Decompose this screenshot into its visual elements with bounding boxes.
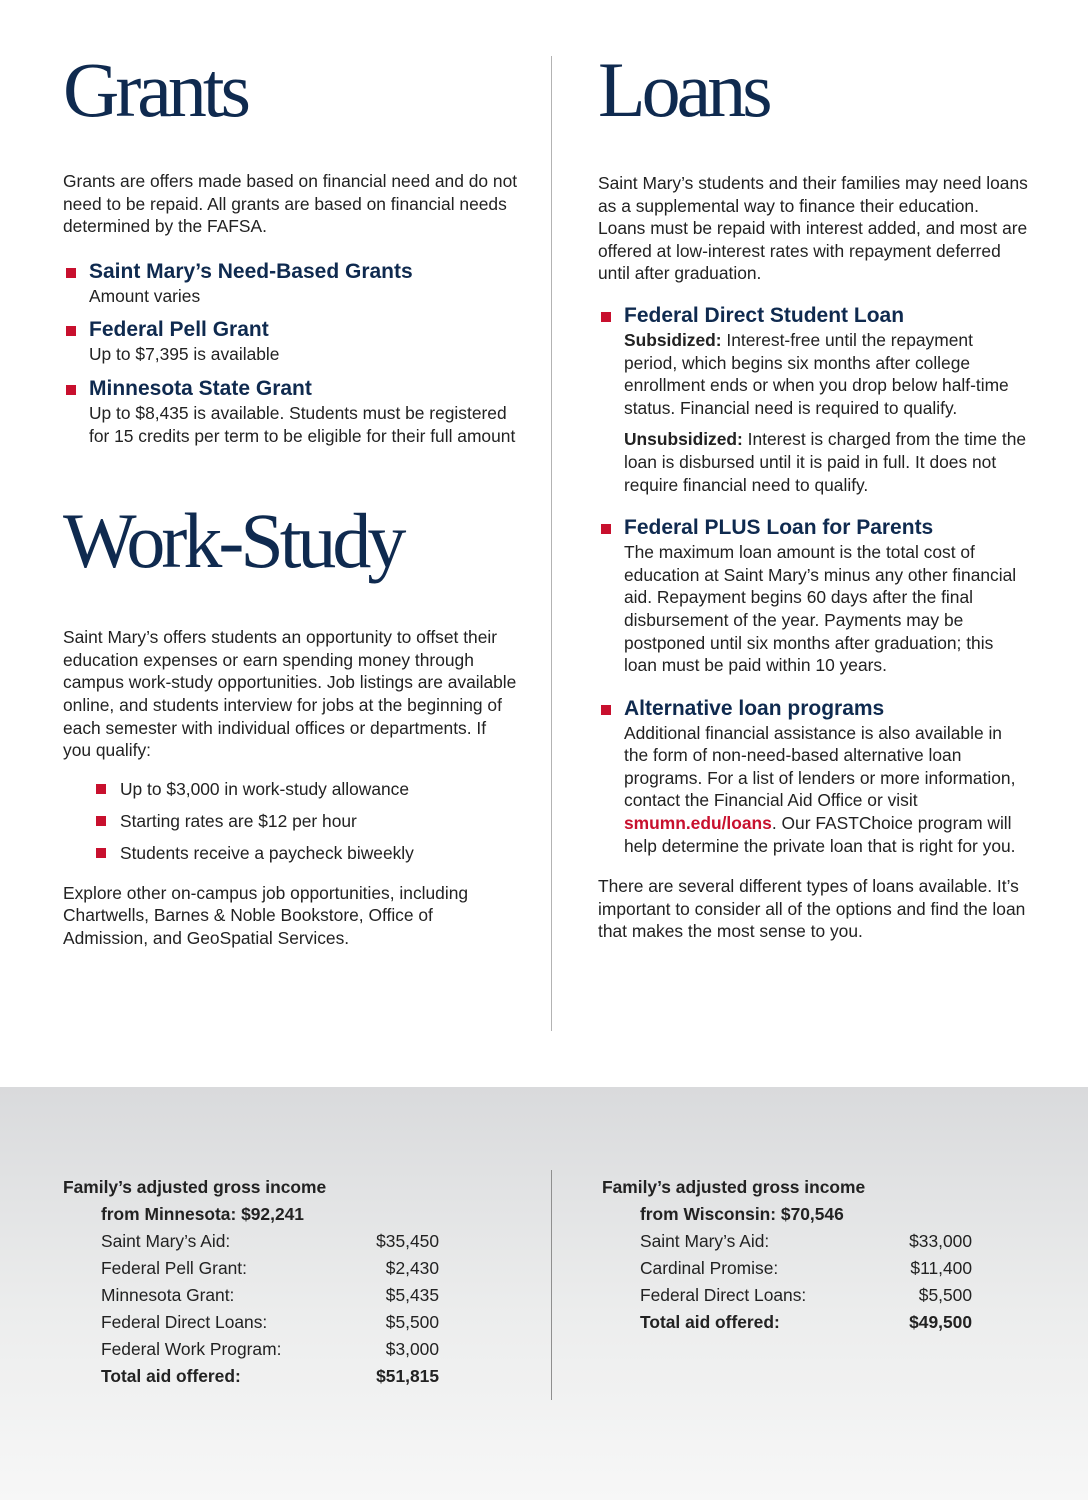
red-square-bullet-icon [96, 816, 106, 826]
table-row: Cardinal Promise: $11,400 [640, 1258, 972, 1278]
red-square-bullet-icon [96, 784, 106, 794]
example-minnesota [63, 1174, 439, 1390]
grants-intro: Grants are offers made based on financial need and do not need to be repaid. All grants are based on financial needs determined by the FAFSA. [63, 171, 518, 237]
example-heading: Family’s adjusted gross income [63, 1177, 327, 1197]
example-subheading: from Minnesota: $92,241 [101, 1204, 304, 1224]
loans-outro: There are several different types of loans available. It’s important to consider all of the options and find the loan that makes the most sense to you. [598, 876, 1026, 942]
grant-item-title: Federal Pell Grant [89, 318, 269, 342]
workstudy-outro: Explore other on-campus job opportunities, including Chartwells, Barnes & Noble Bookstore, Office of Admission, and GeoSpatial Services. [63, 882, 469, 948]
loans-intro: Saint Mary’s students and their families may need loans as a supplemental way to finance their education. Loans must be repaid with interest added, and most are offered at low-interest rates with repayment deferred until after graduation. [598, 173, 1028, 284]
list-item: Starting rates are $12 per hour [63, 810, 518, 842]
grant-item-desc: Amount varies [89, 285, 201, 306]
workstudy-title: Work-Study [63, 497, 403, 585]
red-square-bullet-icon [601, 312, 611, 322]
left-column [63, 48, 518, 950]
red-square-bullet-icon [96, 848, 106, 858]
loan-item-desc: Additional financial assistance is also available in the form of non-need-based alternative loan programs. For a list of lenders or more information, contact the Financial Aid Office or visit smumn.edu/loans. Our FASTChoice program will help determine the private loan that is right for you. [624, 722, 1016, 856]
red-square-bullet-icon [601, 524, 611, 534]
grant-item-minnesota [63, 376, 518, 447]
red-square-bullet-icon [66, 326, 76, 336]
grant-item-need-based [63, 259, 518, 308]
example-subheading: from Wisconsin: $70,546 [640, 1204, 844, 1224]
right-column [598, 48, 1030, 943]
total-row: Total aid offered: $49,500 [640, 1312, 972, 1332]
list-item: Students receive a paycheck biweekly [63, 842, 518, 874]
total-row: Total aid offered: $51,815 [101, 1366, 439, 1386]
table-row: Federal Direct Loans: $5,500 [101, 1312, 439, 1332]
table-row: Saint Mary’s Aid: $35,450 [101, 1231, 439, 1251]
loan-item-desc: The maximum loan amount is the total cost of education at Saint Mary’s minus any other financial aid. Repayment begins 60 days after the final disbursement of the year. Payments may be postponed until six months after graduation; this loan must be paid within 10 years. [624, 542, 1017, 676]
grant-item-desc: Up to $7,395 is available [89, 344, 280, 365]
table-row: Minnesota Grant: $5,435 [101, 1285, 439, 1305]
loan-item-plus [598, 515, 1030, 677]
loans-title: Loans [598, 46, 769, 133]
grant-item-title: Saint Mary’s Need-Based Grants [89, 259, 413, 283]
loan-item-title: Federal Direct Student Loan [624, 303, 905, 327]
column-divider [551, 56, 552, 1031]
table-row: Federal Work Program: $3,000 [101, 1339, 439, 1359]
loan-unsubsidized-desc: Unsubsidized: Interest is charged from the time the loan is disbursed until it is paid in full. It does not require financial need to qualify. [624, 429, 1027, 495]
list-item: Up to $3,000 in work-study allowance [63, 778, 518, 810]
loan-item-title: Federal PLUS Loan for Parents [624, 516, 934, 540]
red-square-bullet-icon [66, 385, 76, 395]
table-row: Federal Direct Loans: $5,500 [640, 1285, 972, 1305]
loan-item-direct [598, 303, 1030, 496]
grants-title: Grants [63, 46, 247, 133]
grant-item-pell [63, 317, 518, 366]
example-wisconsin [602, 1174, 972, 1336]
loan-item-alternative [598, 696, 1030, 858]
table-row: Federal Pell Grant: $2,430 [101, 1258, 439, 1278]
grant-item-desc: Up to $8,435 is available. Students must be registered for 15 credits per term to be eligible for their full amount [89, 402, 516, 446]
loan-item-title: Alternative loan programs [624, 696, 885, 720]
workstudy-bullets [63, 778, 518, 874]
workstudy-intro: Saint Mary’s offers students an opportunity to offset their education expenses or earn spending money through campus work-study opportunities. Job listings are available online, and students interview for jobs at the beginning of each semester with individual offices or departments. If you qualify: [63, 627, 517, 761]
grant-item-title: Minnesota State Grant [89, 376, 312, 400]
loan-subsidized-desc: Subsidized: Interest-free until the repayment period, which begins six months after college enrollment ends or when you drop below half-time status. Financial need is required to qualify. [624, 329, 1009, 418]
red-square-bullet-icon [66, 268, 76, 278]
example-divider [551, 1170, 552, 1400]
example-heading: Family’s adjusted gross income [602, 1177, 866, 1197]
loans-link[interactable]: smumn.edu/loans [624, 813, 772, 834]
red-square-bullet-icon [601, 705, 611, 715]
table-row: Saint Mary’s Aid: $33,000 [640, 1231, 972, 1251]
